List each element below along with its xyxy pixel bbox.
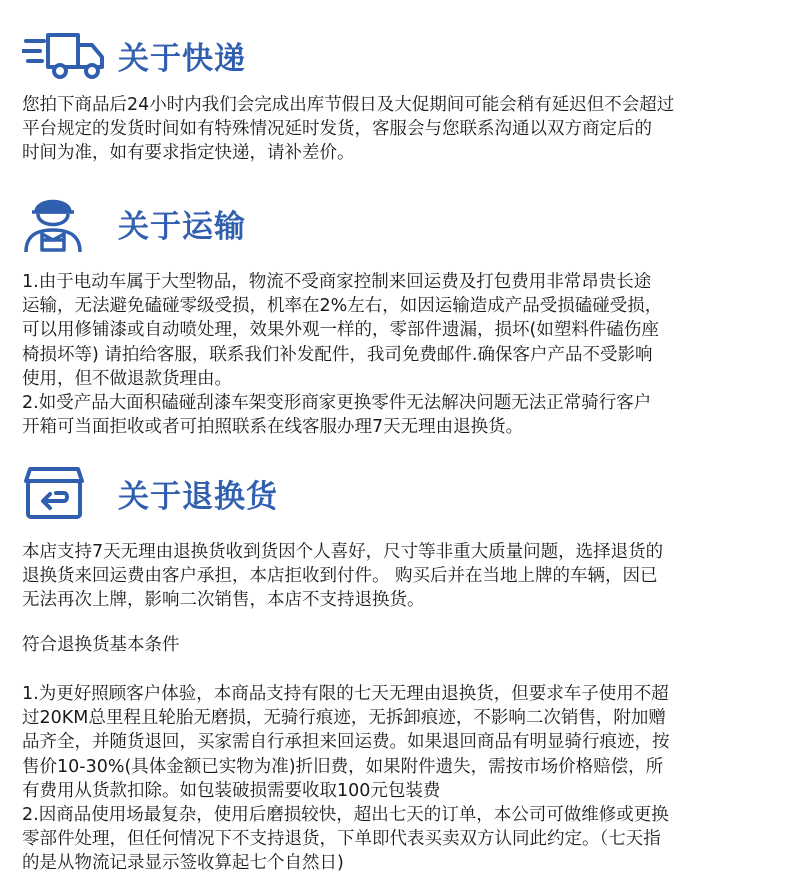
section-title-transport: 关于运输 — [118, 208, 246, 245]
paragraph-line: 1.由于电动车属于大型物品，物流不受商家控制来回运费及打包费用非常昂贵长途 — [22, 272, 652, 292]
paragraph-line: 运输，无法避免磕碰零级受损，机率在2%左右，如因运输造成产品受损磕碰受损， — [22, 296, 663, 317]
paragraph-line: 有费用从货款扣除。如包装破损需要收取100元包装费 — [22, 780, 441, 801]
paragraph-line: 本店支持7天无理由退换货收到货因个人喜好，尺寸等非重大质量问题，选择退货的 — [22, 542, 664, 562]
paragraph-line: 1.为更好照顾客户体验，本商品支持有限的七天无理由退换货，但要求车子使用不超 — [22, 684, 669, 704]
returns-conditions-heading — [22, 633, 782, 657]
paragraph-line: 过20KM总里程且轮胎无磨损，无骑行痕迹，无拆卸痕迹，不影响二次销售，附加赠 — [22, 708, 666, 729]
returns-paragraph — [22, 540, 782, 613]
paragraph-line: 品齐全，并随货退回，买家需自行承担来回运费。如果退回商品有明显骑行痕迹，按 — [22, 732, 670, 753]
courier-person-icon — [22, 192, 106, 254]
paragraph-line: 2.如受产品大面积磕碰刮漆车架变形商家更换零件无法解决问题无法正常骑行客户 — [22, 393, 652, 414]
paragraph-line: 时间为准，如有要求指定快递，请补差价。 — [22, 143, 355, 164]
delivery-paragraph — [22, 93, 782, 166]
return-box-icon — [22, 462, 106, 524]
paragraph-line: 售价10-30%(具体金额已实物为准)折旧费，如果附件遗失，需按市场价格赔偿，所 — [22, 756, 664, 777]
subheading: 符合退换货基本条件 — [22, 635, 180, 655]
paragraph-line: 您拍下商品后24小时内我们会完成出库节假日及大促期间可能会稍有延迟但不会超过 — [22, 95, 675, 115]
paragraph-line: 退换货来回运费由客户承担，本店拒收到付件。 购买后并在当地上牌的车辆，因已 — [22, 566, 658, 587]
returns-conditions-list — [22, 682, 782, 876]
paragraph-line: 开箱可当面拒收或者可拍照联系在线客服办理7天无理由退换货。 — [22, 417, 524, 438]
section-header-returns — [22, 462, 278, 524]
paragraph-line: 可以用修铺漆或自动喷处理，效果外观一样的，零部件遗漏，损坏(如塑料件磕伤座 — [22, 320, 659, 341]
section-header-delivery — [22, 24, 246, 86]
transport-paragraph — [22, 270, 782, 439]
section-header-transport — [22, 192, 246, 254]
paragraph-line: 无法再次上牌，影响二次销售，本店不支持退换货。 — [22, 590, 425, 611]
section-title-delivery: 关于快递 — [118, 40, 246, 77]
paragraph-line: 的是从物流记录显示签收算起七个自然日) — [22, 853, 344, 874]
section-title-returns: 关于退换货 — [118, 478, 278, 515]
paragraph-line: 平台规定的发货时间如有特殊情况延时发货，客服会与您联系沟通以双方商定后的 — [22, 119, 652, 140]
paragraph-line: 椅损坏等) 请拍给客服，联系我们补发配件，我司免费邮件.确保客户产品不受影响 — [22, 344, 653, 365]
paragraph-line: 2.因商品使用场最复杂，使用后磨损较快，超出七天的订单，本公司可做维修或更换 — [22, 805, 669, 826]
paragraph-line: 使用，但不做退款货理由。 — [22, 368, 232, 389]
paragraph-line: 零部件处理，但任何情况下不支持退货，下单即代表买卖双方认同此约定。（七天指 — [22, 829, 661, 850]
delivery-truck-icon — [22, 24, 106, 86]
